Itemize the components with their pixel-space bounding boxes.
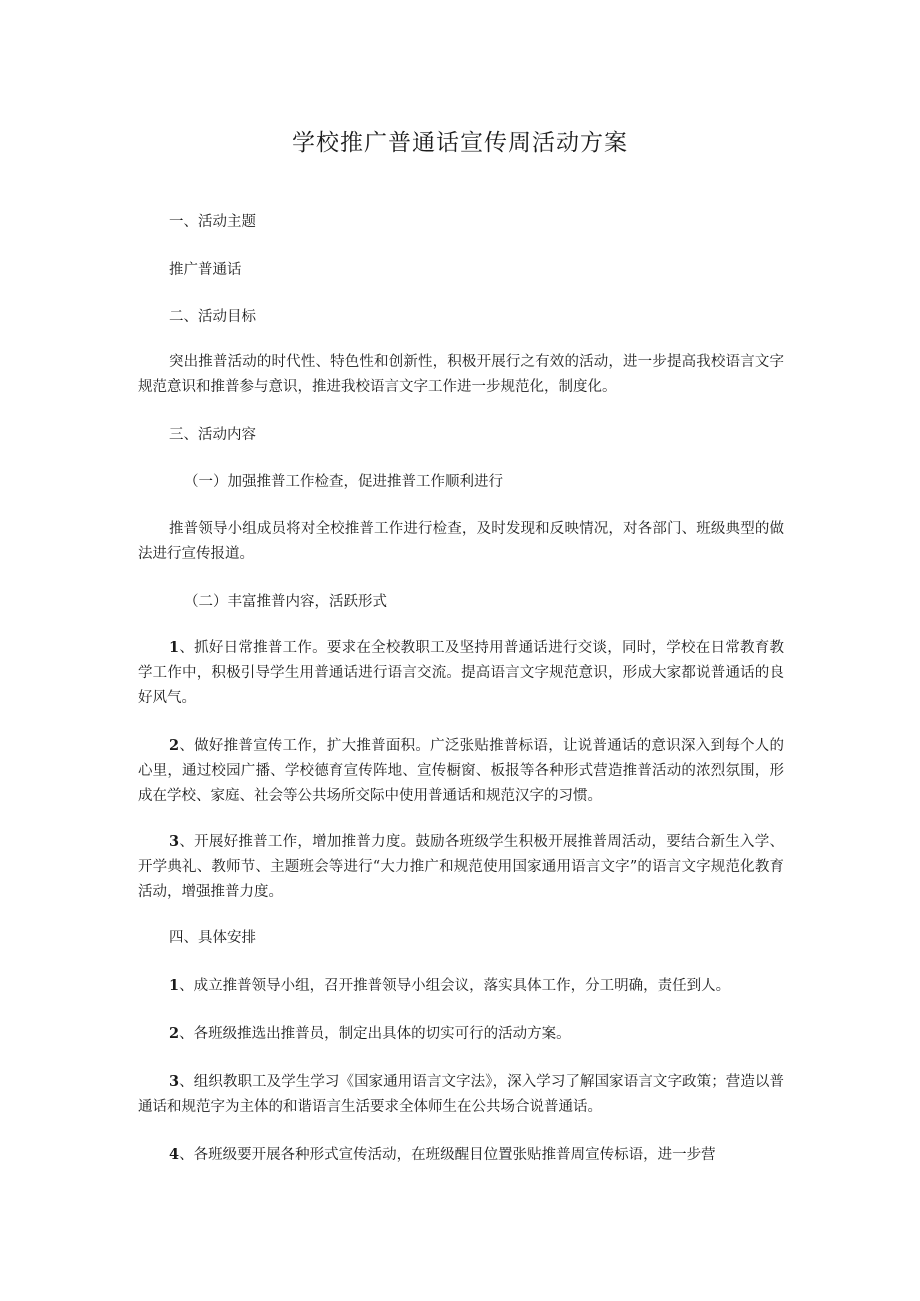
section-4-item-3	[138, 1069, 784, 1120]
section-4-item-4	[138, 1142, 784, 1168]
section-3-item-3	[138, 829, 784, 905]
item-number: 3	[169, 833, 180, 850]
section-4-item-2	[138, 1021, 784, 1047]
item-number: 3	[169, 1073, 180, 1090]
section-4-heading: 四、具体安排	[169, 930, 256, 946]
item-number: 2	[169, 1025, 180, 1042]
section-3-sub-1-body: 推普领导小组成员将对全校推普工作进行检查，及时发现和反映情况，对各部门、班级典型的做法进行宣传报道。	[138, 521, 784, 562]
section-2-heading: 二、活动目标	[169, 309, 256, 325]
item-text: 、成立推普领导小组，召开推普领导小组会议，落实具体工作，分工明确，责任到人。	[179, 978, 731, 994]
section-3-subheading-1: （一）加强推普工作检查，促进推普工作顺利进行	[184, 474, 503, 490]
section-3-subheading-2: （二）丰富推普内容，活跃形式	[184, 594, 387, 610]
item-text: 、做好推普宣传工作，扩大推普面积。广泛张贴推普标语，让说普通话的意识深入到每个人的心里，通过校园广播、学校德育宣传阵地、宣传橱窗、板报等各种形式营造推普活动的浓烈氛围，形成在学校、家庭、社会等公共场所交际中使用普通话和规范汉字的习惯。	[138, 738, 784, 804]
item-text: 、各班级推选出推普员，制定出具体的切实可行的活动方案。	[179, 1026, 571, 1042]
document-title: 学校推广普通话宣传周活动方案	[292, 130, 628, 156]
item-text: 、各班级要开展各种形式宣传活动，在班级醒目位置张贴推普周宣传标语，进一步营	[179, 1147, 716, 1163]
section-1-heading: 一、活动主题	[169, 214, 256, 230]
section-3-heading: 三、活动内容	[169, 427, 256, 443]
item-text: 、抓好日常推普工作。要求在全校教职工及坚持用普通话进行交谈，同时，学校在日常教育教学工作中，积极引导学生用普通话进行语言交流。提高语言文字规范意识，形成大家都说普通话的良好风气。	[138, 640, 784, 706]
item-text: 、组织教职工及学生学习《国家通用语言文字法》，深入学习了解国家语言文字政策；营造以普通话和规范字为主体的和谐语言生活要求全体师生在公共场合说普通话。	[138, 1074, 784, 1115]
section-3-item-1	[138, 635, 784, 711]
item-number: 4	[169, 1146, 180, 1163]
section-2-body: 突出推普活动的时代性、特色性和创新性，积极开展行之有效的活动，进一步提高我校语言文字规范意识和推普参与意识，推进我校语言文字工作进一步规范化，制度化。	[138, 354, 784, 395]
item-number: 1	[169, 639, 180, 656]
section-1-body: 推广普通话	[169, 262, 242, 278]
item-number: 2	[169, 737, 180, 754]
section-3-item-2	[138, 733, 784, 809]
section-4-item-1	[138, 973, 784, 999]
item-text: 、开展好推普工作，增加推普力度。鼓励各班级学生积极开展推普周活动，要结合新生入学、开学典礼、教师节、主题班会等进行“大力推广和规范使用国家通用语言文字”的语言文字规范化教育活动，增强推普力度。	[138, 834, 784, 900]
item-number: 1	[169, 977, 180, 994]
